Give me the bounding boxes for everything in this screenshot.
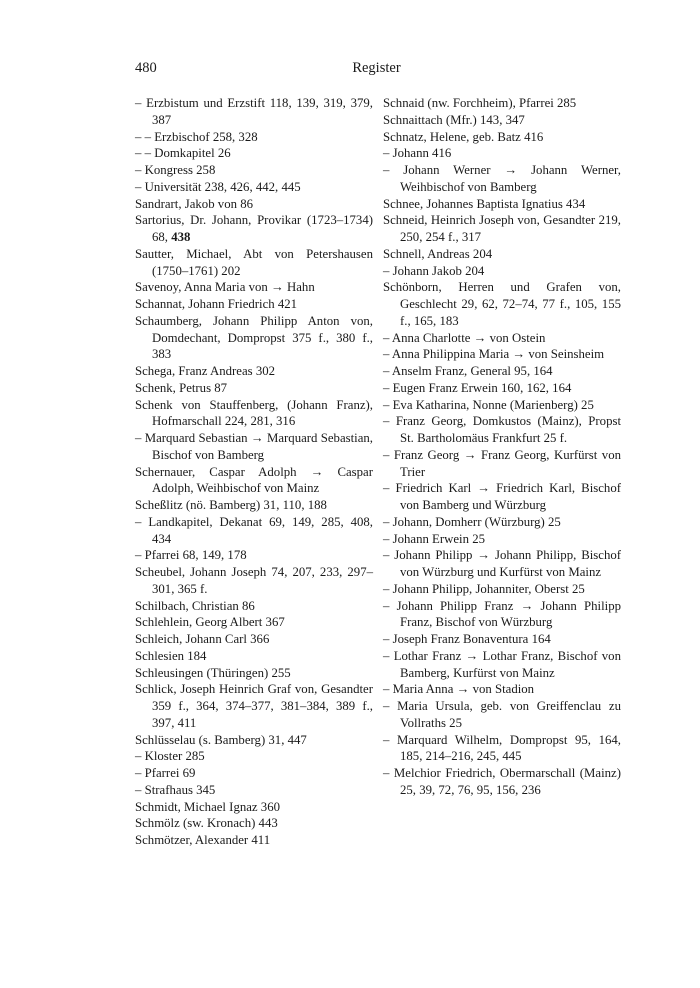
entry-text: Johann Philipp, Johanniter, Oberst 25 xyxy=(392,581,585,596)
entry-dash: – xyxy=(135,749,145,764)
entry-text: Johann, Domherr (Würzburg) 25 xyxy=(392,514,561,529)
entry-text: Domkapitel 26 xyxy=(154,146,231,161)
index-entry xyxy=(135,598,373,615)
entry-text: Friedrich Karl → Friedrich Karl, Bischof von Bamberg und Würzburg xyxy=(395,481,621,512)
index-entry xyxy=(383,514,621,531)
entry-dash: – xyxy=(383,347,392,362)
entry-text: Melchior Friedrich, Obermarschall (Mainz) 25, 39, 72, 76, 95, 156, 236 xyxy=(393,766,621,797)
entry-text: Sandrart, Jakob von 86 xyxy=(135,196,253,211)
entry-text: Scheßlitz (nö. Bamberg) 31, 110, 188 xyxy=(135,498,327,512)
index-entry xyxy=(135,815,373,832)
entry-text: Eugen Franz Erwein 160, 162, 164 xyxy=(392,380,572,395)
entry-text: Schlick, Joseph Heinrich Graf von, Gesandter 359 f., 364, 374–377, 381–384, 389 f., 397, 411 xyxy=(135,682,373,730)
entry-text: Schega, Franz Andreas 302 xyxy=(135,364,276,378)
entry-dash: – xyxy=(383,447,394,462)
entry-text: Maria Anna → von Stadion xyxy=(392,682,535,697)
index-entry xyxy=(135,397,373,431)
index-entry xyxy=(135,564,373,598)
entry-text: Maria Ursula, geb. von Greiffenclau zu Vollraths 25 xyxy=(397,699,621,730)
entry-text: Johann Erwein 25 xyxy=(392,531,486,546)
entry-text: Landkapitel, Dekanat 69, 149, 285, 408, 434 xyxy=(148,514,373,546)
page-number: 480 xyxy=(135,60,157,76)
entry-dash: – xyxy=(383,364,392,378)
entry-dash: – xyxy=(383,514,393,529)
entry-text: Schnaittach (Mfr.) 143, 347 xyxy=(383,112,525,127)
entry-dash: – xyxy=(383,766,394,780)
index-entry xyxy=(135,547,373,564)
index-entry xyxy=(383,397,621,414)
entry-text: Schleusingen (Thüringen) 255 xyxy=(135,665,291,680)
entry-dash: – xyxy=(383,481,396,496)
entry-text: Lothar Franz → Lothar Franz, Bischof von Bamberg, Kurfürst von Mainz xyxy=(393,648,621,680)
entry-text: Sartorius, Dr. Johann, Provikar (1723–1734) 68, xyxy=(135,213,373,244)
entry-text: Marquard Sebastian → Marquard Sebastian, Bischof von Bamberg xyxy=(144,431,373,462)
index-entry xyxy=(383,330,621,347)
entry-dash: – xyxy=(383,632,393,646)
index-entry xyxy=(135,832,373,849)
entry-dash: – xyxy=(383,146,393,161)
entry-dash: – xyxy=(135,548,145,563)
index-entry xyxy=(135,614,373,631)
entry-text: Scheubel, Johann Joseph 74, 207, 233, 297–301, 365 f. xyxy=(135,565,373,596)
index-entry xyxy=(135,681,373,731)
index-entry xyxy=(383,162,621,196)
entry-dash: – xyxy=(383,531,393,546)
index-entry xyxy=(135,514,373,548)
index-entry xyxy=(135,179,373,196)
entry-text: Erzbistum und Erzstift 118, 139, 319, 379, 387 xyxy=(146,96,373,127)
index-entry xyxy=(135,212,373,246)
running-title: Register xyxy=(352,60,401,76)
entry-bold-page: 438 xyxy=(171,230,191,244)
index-entry xyxy=(135,380,373,397)
entry-text: Anna Philippina Maria → von Seinsheim xyxy=(391,347,605,362)
index-entry xyxy=(383,648,621,682)
entry-text: Joseph Franz Bonaventura 164 xyxy=(392,632,551,646)
index-entry xyxy=(383,363,621,380)
entry-dash: – xyxy=(383,397,393,412)
index-entry xyxy=(383,145,621,162)
entry-text: Schannat, Johann Friedrich 421 xyxy=(135,297,298,311)
entry-text: Universität 238, 426, 442, 445 xyxy=(144,179,301,194)
index-entry xyxy=(383,681,621,698)
index-entry xyxy=(135,648,373,665)
entry-text: Pfarrei 69 xyxy=(144,766,196,780)
entry-text: Anselm Franz, General 95, 164 xyxy=(391,364,553,378)
entry-text: Pfarrei 68, 149, 178 xyxy=(144,548,247,563)
entry-dash: – xyxy=(135,782,145,797)
entry-text: Anna Charlotte → von Ostein xyxy=(391,330,546,345)
entry-text: Franz Georg → Franz Georg, Kurfürst von Trier xyxy=(393,447,621,479)
entry-dash: – xyxy=(135,96,147,110)
entry-text: Johann 416 xyxy=(392,146,452,161)
entry-dash: – xyxy=(383,163,404,177)
index-entry xyxy=(383,732,621,766)
index-entry xyxy=(383,246,621,263)
entry-text: Schleich, Johann Carl 366 xyxy=(135,632,270,646)
index-entry xyxy=(135,464,373,498)
index-entry xyxy=(135,665,373,682)
entry-text: Strafhaus 345 xyxy=(144,782,216,797)
entry-text: Schnatz, Helene, geb. Batz 416 xyxy=(383,129,544,144)
index-entry xyxy=(383,447,621,481)
index-entry xyxy=(383,765,621,799)
index-entry xyxy=(135,497,373,514)
entry-text: Schlesien 184 xyxy=(135,648,207,663)
index-entry xyxy=(383,413,621,447)
entry-dash: – xyxy=(135,766,145,780)
index-entry xyxy=(135,196,373,213)
index-column-right xyxy=(383,95,621,799)
index-entry xyxy=(135,631,373,648)
index-entry xyxy=(135,765,373,782)
entry-text: Johann Philipp Franz → Johann Philipp Franz, Bischof von Würzburg xyxy=(396,598,621,630)
index-entry xyxy=(135,162,373,179)
index-entry xyxy=(135,732,373,749)
index-entry xyxy=(383,212,621,246)
index-entry xyxy=(135,145,373,162)
entry-text: Eva Katharina, Nonne (Marienberg) 25 xyxy=(392,397,594,412)
entry-text: Schmötzer, Alexander 411 xyxy=(135,833,271,847)
index-entry xyxy=(135,246,373,280)
entry-text: Kongress 258 xyxy=(144,163,216,177)
index-entry xyxy=(383,698,621,732)
entry-dash: – xyxy=(135,431,145,445)
entry-dash: – – xyxy=(135,146,155,161)
index-entry xyxy=(135,430,373,464)
index-entry xyxy=(135,279,373,296)
entry-text: Johann Jakob 204 xyxy=(392,263,485,278)
entry-text: Schnell, Andreas 204 xyxy=(383,246,493,261)
entry-text: Schönborn, Herren und Grafen von, Geschlecht 29, 62, 72–74, 77 f., 105, 155 f., 165, 183 xyxy=(383,280,621,328)
entry-dash: – xyxy=(383,548,395,563)
entry-text: Schenk von Stauffenberg, (Johann Franz), Hofmarschall 224, 281, 316 xyxy=(135,397,373,429)
index-entry xyxy=(383,346,621,363)
entry-text: Johann Werner → Johann Werner, Weihbischof von Bamberg xyxy=(400,163,621,194)
entry-text: Marquard Wilhelm, Dompropst 95, 164, 185, 214–216, 245, 445 xyxy=(396,732,621,764)
entry-text: Schlüsselau (s. Bamberg) 31, 447 xyxy=(135,732,307,747)
entry-text: Savenoy, Anna Maria von → Hahn xyxy=(135,280,315,295)
index-entry xyxy=(383,196,621,213)
entry-text: Schlehlein, Georg Albert 367 xyxy=(135,615,285,630)
index-entry xyxy=(135,748,373,765)
entry-dash: – – xyxy=(135,129,155,144)
index-entry xyxy=(383,598,621,632)
entry-dash: – xyxy=(383,263,393,278)
entry-dash: – xyxy=(383,414,396,429)
index-entry xyxy=(135,313,373,363)
page-header xyxy=(135,60,618,82)
index-entry xyxy=(383,547,621,581)
index-entry xyxy=(135,95,373,129)
entry-text: Schmidt, Michael Ignaz 360 xyxy=(135,799,280,814)
index-entry xyxy=(135,296,373,313)
entry-text: Schneid, Heinrich Joseph von, Gesandter 219, 250, 254 f., 317 xyxy=(383,213,621,244)
entry-text: Schnee, Johannes Baptista Ignatius 434 xyxy=(383,196,586,211)
index-entry xyxy=(383,380,621,397)
entry-text: Schenk, Petrus 87 xyxy=(135,380,228,395)
entry-dash: – xyxy=(383,330,392,345)
index-entry xyxy=(135,129,373,146)
index-column-left xyxy=(135,95,373,849)
entry-dash: – xyxy=(383,380,393,395)
index-entry xyxy=(383,631,621,648)
index-entry xyxy=(135,799,373,816)
index-entry xyxy=(383,480,621,514)
entry-text: Erzbischof 258, 328 xyxy=(154,129,258,144)
entry-dash: – xyxy=(383,598,397,613)
entry-dash: – xyxy=(383,682,393,697)
index-entry xyxy=(383,581,621,598)
index-entry xyxy=(383,279,621,329)
entry-dash: – xyxy=(383,648,394,663)
entry-text: Johann Philipp → Johann Philipp, Bischof von Würzburg und Kurfürst von Mainz xyxy=(394,548,621,579)
entry-dash: – xyxy=(135,514,149,529)
entry-dash: – xyxy=(135,179,145,194)
index-entry xyxy=(135,363,373,380)
entry-dash: – xyxy=(383,699,398,713)
index-entry xyxy=(383,531,621,548)
entry-text: Kloster 285 xyxy=(144,749,205,764)
entry-text: Schmölz (sw. Kronach) 443 xyxy=(135,816,278,831)
entry-dash: – xyxy=(135,163,145,177)
entry-dash: – xyxy=(383,581,393,596)
index-entry xyxy=(135,782,373,799)
index-entry xyxy=(383,95,621,112)
entry-text: Schilbach, Christian 86 xyxy=(135,598,255,613)
index-entry xyxy=(383,129,621,146)
index-entry xyxy=(383,263,621,280)
index-entry xyxy=(383,112,621,129)
entry-text: Sautter, Michael, Abt von Petershausen (1750–1761) 202 xyxy=(135,246,373,278)
entry-dash: – xyxy=(383,732,397,747)
entry-text: Schnaid (nw. Forchheim), Pfarrei 285 xyxy=(383,96,577,110)
entry-text: Schernauer, Caspar Adolph → Caspar Adolph, Weihbischof von Mainz xyxy=(135,464,373,496)
entry-text: Schaumberg, Johann Philipp Anton von, Domdechant, Dompropst 375 f., 380 f., 383 xyxy=(135,313,373,362)
entry-text: Franz Georg, Domkustos (Mainz), Propst St. Bartholomäus Frankfurt 25 f. xyxy=(395,414,622,445)
